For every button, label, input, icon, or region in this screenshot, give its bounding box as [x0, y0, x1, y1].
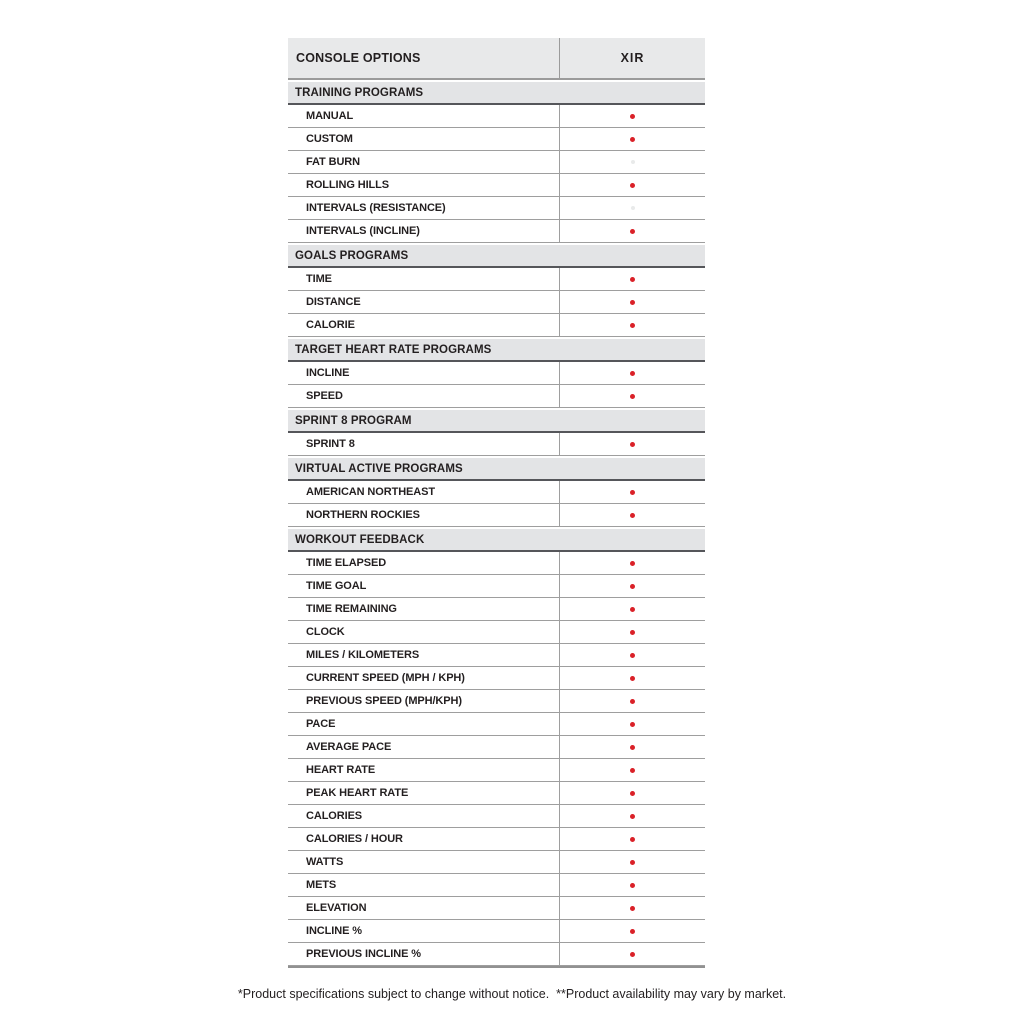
row-label: PREVIOUS SPEED (MPH/KPH) — [288, 690, 560, 712]
availability-cell — [560, 481, 705, 503]
section-header-row — [288, 458, 705, 481]
table-row — [288, 220, 705, 243]
row-label: ROLLING HILLS — [288, 174, 560, 196]
table-row — [288, 598, 705, 621]
row-label: ELEVATION — [288, 897, 560, 919]
unavailable-dot-icon — [631, 160, 635, 164]
available-dot-icon — [630, 906, 635, 911]
table-row — [288, 552, 705, 575]
row-label: CALORIE — [288, 314, 560, 336]
availability-cell — [560, 385, 705, 407]
available-dot-icon — [630, 929, 635, 934]
available-dot-icon — [630, 860, 635, 865]
table-body — [288, 82, 705, 968]
available-dot-icon — [630, 183, 635, 188]
row-label: DISTANCE — [288, 291, 560, 313]
availability-cell — [560, 268, 705, 290]
availability-cell — [560, 504, 705, 526]
table-row — [288, 644, 705, 667]
footnote-text: *Product specifications subject to change without notice. **Product availability may vary by market. — [237, 987, 787, 1001]
row-label: PREVIOUS INCLINE % — [288, 943, 560, 965]
availability-cell — [560, 713, 705, 735]
available-dot-icon — [630, 561, 635, 566]
table-row — [288, 197, 705, 220]
table-row — [288, 174, 705, 197]
table-row — [288, 897, 705, 920]
available-dot-icon — [630, 791, 635, 796]
available-dot-icon — [630, 699, 635, 704]
row-label: WATTS — [288, 851, 560, 873]
row-label: SPEED — [288, 385, 560, 407]
available-dot-icon — [630, 653, 635, 658]
availability-cell — [560, 552, 705, 574]
row-label: MILES / KILOMETERS — [288, 644, 560, 666]
available-dot-icon — [630, 584, 635, 589]
table-row — [288, 504, 705, 527]
availability-cell — [560, 220, 705, 242]
available-dot-icon — [630, 442, 635, 447]
table-row — [288, 782, 705, 805]
available-dot-icon — [630, 814, 635, 819]
section-header-row — [288, 82, 705, 105]
row-label: MANUAL — [288, 105, 560, 127]
available-dot-icon — [630, 371, 635, 376]
row-label: METS — [288, 874, 560, 896]
available-dot-icon — [630, 952, 635, 957]
table-row — [288, 268, 705, 291]
row-label: PACE — [288, 713, 560, 735]
row-label: AMERICAN NORTHEAST — [288, 481, 560, 503]
table-row — [288, 151, 705, 174]
row-label: CALORIES — [288, 805, 560, 827]
table-row — [288, 759, 705, 782]
row-label: INCLINE % — [288, 920, 560, 942]
availability-cell — [560, 805, 705, 827]
available-dot-icon — [630, 229, 635, 234]
table-row — [288, 667, 705, 690]
availability-cell — [560, 851, 705, 873]
table-row — [288, 690, 705, 713]
availability-cell — [560, 621, 705, 643]
availability-cell — [560, 291, 705, 313]
availability-cell — [560, 105, 705, 127]
section-title: GOALS PROGRAMS — [295, 249, 409, 262]
available-dot-icon — [630, 722, 635, 727]
row-label: FAT BURN — [288, 151, 560, 173]
availability-cell — [560, 759, 705, 781]
section-title: WORKOUT FEEDBACK — [295, 533, 425, 546]
availability-cell — [560, 575, 705, 597]
available-dot-icon — [630, 607, 635, 612]
availability-cell — [560, 151, 705, 173]
row-label: INCLINE — [288, 362, 560, 384]
available-dot-icon — [630, 490, 635, 495]
availability-cell — [560, 667, 705, 689]
row-label: NORTHERN ROCKIES — [288, 504, 560, 526]
availability-cell — [560, 644, 705, 666]
table-row — [288, 713, 705, 736]
available-dot-icon — [630, 837, 635, 842]
table-row — [288, 291, 705, 314]
section-header-row — [288, 410, 705, 433]
table-row — [288, 828, 705, 851]
availability-cell — [560, 897, 705, 919]
row-label: TIME GOAL — [288, 575, 560, 597]
section-header-row — [288, 245, 705, 268]
table-row — [288, 943, 705, 966]
available-dot-icon — [630, 394, 635, 399]
available-dot-icon — [630, 277, 635, 282]
console-options-table — [288, 38, 705, 968]
availability-cell — [560, 362, 705, 384]
section-header-row — [288, 529, 705, 552]
table-row — [288, 128, 705, 151]
table-row — [288, 575, 705, 598]
availability-cell — [560, 598, 705, 620]
unavailable-dot-icon — [631, 206, 635, 210]
row-label: INTERVALS (RESISTANCE) — [288, 197, 560, 219]
table-header-row — [288, 38, 705, 80]
available-dot-icon — [630, 300, 635, 305]
section-title: VIRTUAL ACTIVE PROGRAMS — [295, 462, 463, 475]
section-title: TRAINING PROGRAMS — [295, 86, 424, 99]
availability-cell — [560, 943, 705, 965]
available-dot-icon — [630, 323, 635, 328]
availability-cell — [560, 690, 705, 712]
row-label: CURRENT SPEED (MPH / KPH) — [288, 667, 560, 689]
table-header-xir: XIR — [620, 51, 645, 65]
table-row — [288, 736, 705, 759]
table-row — [288, 481, 705, 504]
row-label: INTERVALS (INCLINE) — [288, 220, 560, 242]
availability-cell — [560, 782, 705, 804]
availability-cell — [560, 314, 705, 336]
row-label: TIME REMAINING — [288, 598, 560, 620]
availability-cell — [560, 128, 705, 150]
availability-cell — [560, 828, 705, 850]
available-dot-icon — [630, 676, 635, 681]
availability-cell — [560, 197, 705, 219]
table-row — [288, 433, 705, 456]
availability-cell — [560, 736, 705, 758]
table-row — [288, 362, 705, 385]
row-label: CALORIES / HOUR — [288, 828, 560, 850]
section-title: SPRINT 8 PROGRAM — [295, 414, 412, 427]
row-label: HEART RATE — [288, 759, 560, 781]
available-dot-icon — [630, 114, 635, 119]
table-row — [288, 874, 705, 897]
availability-cell — [560, 874, 705, 896]
availability-cell — [560, 920, 705, 942]
row-label: TIME ELAPSED — [288, 552, 560, 574]
table-row — [288, 385, 705, 408]
available-dot-icon — [630, 768, 635, 773]
table-row — [288, 920, 705, 943]
section-title: TARGET HEART RATE PROGRAMS — [295, 343, 492, 356]
row-label: TIME — [288, 268, 560, 290]
available-dot-icon — [630, 745, 635, 750]
table-row — [288, 621, 705, 644]
table-header-console-options: CONSOLE OPTIONS — [288, 38, 560, 78]
availability-cell — [560, 174, 705, 196]
available-dot-icon — [630, 883, 635, 888]
row-label: CUSTOM — [288, 128, 560, 150]
row-label: SPRINT 8 — [288, 433, 560, 455]
section-header-row — [288, 339, 705, 362]
table-row — [288, 851, 705, 874]
availability-cell — [560, 433, 705, 455]
available-dot-icon — [630, 630, 635, 635]
row-label: CLOCK — [288, 621, 560, 643]
available-dot-icon — [630, 137, 635, 142]
row-label: AVERAGE PACE — [288, 736, 560, 758]
row-label: PEAK HEART RATE — [288, 782, 560, 804]
table-row — [288, 314, 705, 337]
table-row — [288, 105, 705, 128]
available-dot-icon — [630, 513, 635, 518]
table-row — [288, 805, 705, 828]
